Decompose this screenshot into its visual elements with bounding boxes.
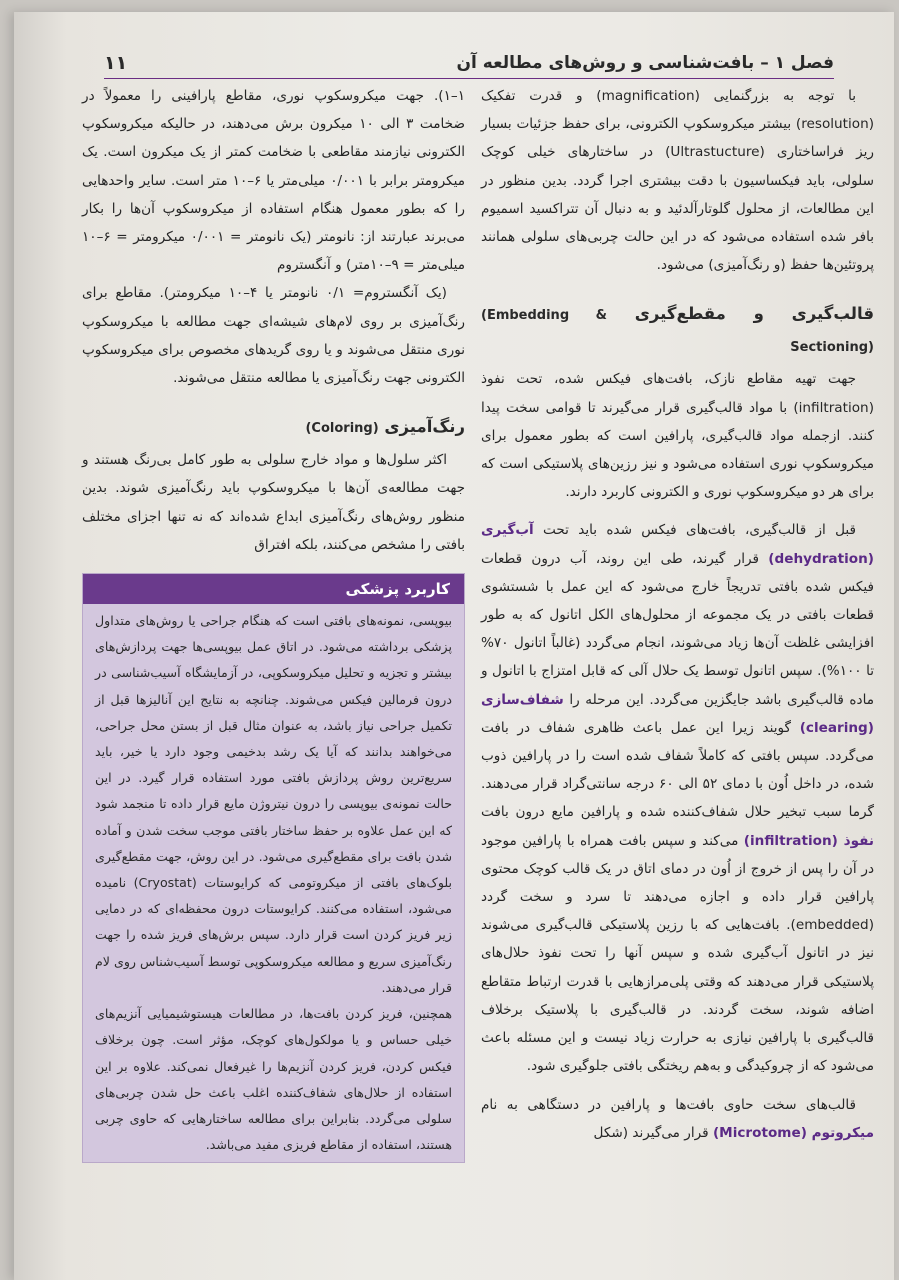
callout-title: کاربرد پزشکی xyxy=(83,574,464,604)
callout-paragraph-biopsy: بیوپسی، نمونه‌های بافتی است که هنگام جراحی یا روش‌های متداول پزشکی برداشته می‌شود. در اتاق عمل بیوپسی‌ها جهت پردازش‌های بیشتر و تجزیه و تحلیل میکروسکوپی، در آزمایشگاه آسیب‌شناسی در درون فرمالین فیکس می‌شوند. چنانچه به نتایج این آنالیزها قبل از تکمیل جراحی نیاز باشد، به عنوان مثال قبل از بستن محل جراحی، می‌خواهند بدانند که آیا یک رشد بدخیمی وجود دارد یا خیر، باید سریع‌ترین روش پردازش بافتی مورد استفاده قرار گیرد. در این حالت نمونه‌ی بیوپسی را درون نیتروژن مایع قرار داده تا منجمد شود که این عمل علاوه بر حفظ ساختار بافتی موجب سخت شدن و آماده شدن بافت برای مقطع‌گیری می‌شود. در این روش، جهت مقطع‌گیری بلوک‌های بافتی از میکروتومی که کرایوستات (Cryostat) نامیده می‌شود، استفاده می‌کنند. کرایوستات درون محفظه‌ای که در دمایی زیر فریز کردن است قرار دارد. سپس برش‌های فریز شده را جهت رنگ‌آمیزی سریع و مطالعه میکروسکوپی توسط آسیب‌شناس روی لام قرار می‌دهند. xyxy=(95,613,452,995)
term-clearing-fa: شفاف‌سازی xyxy=(481,691,564,708)
text-segment: قرار می‌گیرند (شکل xyxy=(593,1124,709,1141)
page-number: ۱۱ xyxy=(104,52,128,74)
text-segment: قالب‌های سخت حاوی بافت‌ها و پارافین در دستگاهی به نام xyxy=(481,1096,856,1113)
paragraph-microtome xyxy=(481,1091,874,1147)
right-column xyxy=(481,82,874,1147)
text-segment: می‌کند و سپس بافت همراه با پارافین موجود در آن را پس از خروج از اُون در دمای اتاق در یک قالب کوچک محتوی پارافین قرار داده و اجازه می‌دهند تا سرد و سخت گردد (embedded). بافت‌هایی که با رزین پلاستیکی قالب‌گیری می‌شوند نیز در اتانول آب‌گیری شده و سپس آنها را تحت نفوذ حلال‌های پلاستیکی قرار می‌دهند که وقتی پلی‌مرازهایی با قدرت ارتباط متقاطع اضافه شوند، سخت گردند. در قالب‌گیری با پلاستیک برخلاف قالب‌گیری با پارافین نیازی به حرارت زیاد نیست و این مسئله باعث می‌شود که از چروکیدگی و به‌هم ریختگی بافتی جلوگیری شود. xyxy=(481,832,874,1075)
term-clearing-en: (clearing) xyxy=(799,719,874,736)
term-dehydration: آب‌گیری (dehydration) xyxy=(481,522,874,567)
callout-body xyxy=(83,604,464,1162)
section-heading-embedding xyxy=(481,299,874,363)
heading-fa: رنگ‌آمیزی xyxy=(384,417,465,437)
paragraph-angstrom: (یک آنگستروم= ۰/۱ نانومتر یا ۴–۱۰ میکرومتر). مقاطع برای رنگ‌آمیزی بر روی لام‌های شیشه‌ای جهت مطالعه با میکروسکوپ نوری منتقل می‌شوند و یا روی گریدهای مخصوص برای میکروسکوپ الکترونی جهت رنگ‌آمیزی یا مطالعه منتقل می‌شوند. xyxy=(82,285,465,387)
text-segment: قبل از قالب‌گیری، بافت‌های فیکس شده باید تحت xyxy=(543,522,857,539)
heading-en: (Embedding & Sectioning) xyxy=(481,308,874,356)
paragraph-fixation: با توجه به بزرگنمایی (magnification) و قدرت تفکیک (resolution) بیشتر میکروسکوپ الکترونی، برای حفظ جزئیات بسیار ریز فراساختاری (Ultrastucture) در ساختارهای خیلی کوچک سلولی، باید فیکساسیون با دقت بیشتری اجرا گردد. بدین منظور در این مطالعات، از محلول گلوتارآلدئید و به دنبال آن تتراکسید اسمیوم بافر شده استفاده می‌شود که در این حالت چربی‌های سلولی همانند پروتئین‌ها حفظ (و رنگ‌آمیزی) می‌شود. xyxy=(481,88,874,274)
paragraph-section-thickness: ۱–۱). جهت میکروسکوپ نوری، مقاطع پارافینی را معمولاً در ضخامت ۳ الی ۱۰ میکرون برش می‌دهند، در حالیکه میکروسکوپ الکترونی نیازمند مقاطعی با ضخامت کمتر از یک میکرون است. یک میکرومتر برابر با ۰/۰۰۱ میلی‌متر یا ۶–۱۰ متر است. سایر واحدهایی را که بطور معمول هنگام استفاده از میکروسکوپ آن‌ها را بکار می‌برند عبارتند از: نانومتر (یک نانومتر = ۰/۰۰۱ میکرومتر = ۶–۱۰ میلی‌متر = ۹–۱۰متر) و آنگستروم xyxy=(82,88,465,274)
section-heading-coloring xyxy=(82,412,465,444)
callout-paragraph-freezing: همچنین، فریز کردن بافت‌ها، در مطالعات هیستوشیمیایی آنزیم‌های خیلی حساس و یا مولکول‌های کوچک، مؤثر است. چون برخلاف فیکس کردن، فریز کردن آنزیم‌ها را غیرفعال نمی‌کند. علاوه بر این استفاده از حلال‌های شفاف‌کننده اغلب باعث حل شدن چربی‌های سلولی می‌گردد. بنابراین برای مطالعه ساختارهایی که حاوی چربی هستند، استفاده از مقاطع فریزی مفید می‌باشد. xyxy=(95,1006,452,1153)
heading-en: (Coloring) xyxy=(305,421,379,437)
text-segment: قرار گیرند، طی این روند، آب درون قطعات فیکس شده بافتی تدریجاً خارج می‌شود که این عمل با شستشوی قطعات بافتی در یک مجموعه از محلول‌های الکل اتانول که به طور افزایشی غلظت آن‌ها زیاد می‌شوند، انجام می‌گردد (غالباً اتانول ۷۰% تا ۱۰۰%). سپس اتانول توسط یک حلال آلی که قابل امتزاج با اتانول و ماده قالب‌گیری باشد جایگزین می‌گردد. این مرحله را xyxy=(481,550,875,708)
paragraph-coloring: اکثر سلول‌ها و مواد خارج سلولی به طور کامل بی‌رنگ هستند و جهت مطالعه‌ی آن‌ها با میکروسکوپ باید رنگ‌آمیزی شوند. بدین منظور روش‌های رنگ‌آمیزی ابداع شده‌اند که نه تنها اجزای مختلف بافتی را مشخص می‌کنند، بلکه افتراق xyxy=(82,452,465,553)
left-column xyxy=(82,82,465,1163)
term-microtome: میکروتوم (Microtome) xyxy=(712,1124,874,1141)
chapter-title: فصل ۱ – بافت‌شناسی و روش‌های مطالعه آن xyxy=(456,53,834,73)
heading-fa: قالب‌گیری و مقطع‌گیری xyxy=(634,304,875,324)
book-page xyxy=(14,12,894,1280)
paragraph-dehydration xyxy=(481,516,874,1080)
medical-application-box xyxy=(82,573,465,1163)
term-infiltration: نفوذ (infiltration) xyxy=(743,832,875,849)
paragraph-embedding: جهت تهیه مقاطع نازک، بافت‌های فیکس شده، تحت نفوذ (infiltration) با مواد قالب‌گیری قرار می‌گیرند تا قوامی سخت پیدا کنند. ازجمله مواد قالب‌گیری، پارافین است که بطور معمول برای میکروسکوپ نوری استفاده می‌شود و نیز رزین‌های پلاستیکی است که برای هر دو میکروسکوپ نوری و الکترونی کاربرد دارند. xyxy=(481,371,874,501)
page-header xyxy=(104,42,834,79)
text-segment: گویند زیرا این عمل باعث ظاهری شفاف در بافت می‌گردد. سپس بافتی که کاملاً شفاف شده است را در پارافین ذوب شده، در داخل اُون با دمای ۵۲ الی ۶۰ درجه سانتی‌گراد قرار می‌دهند. گرما سبب تبخیر حلال شفاف‌کننده شده و پارافین مایع درون بافت xyxy=(481,719,874,821)
